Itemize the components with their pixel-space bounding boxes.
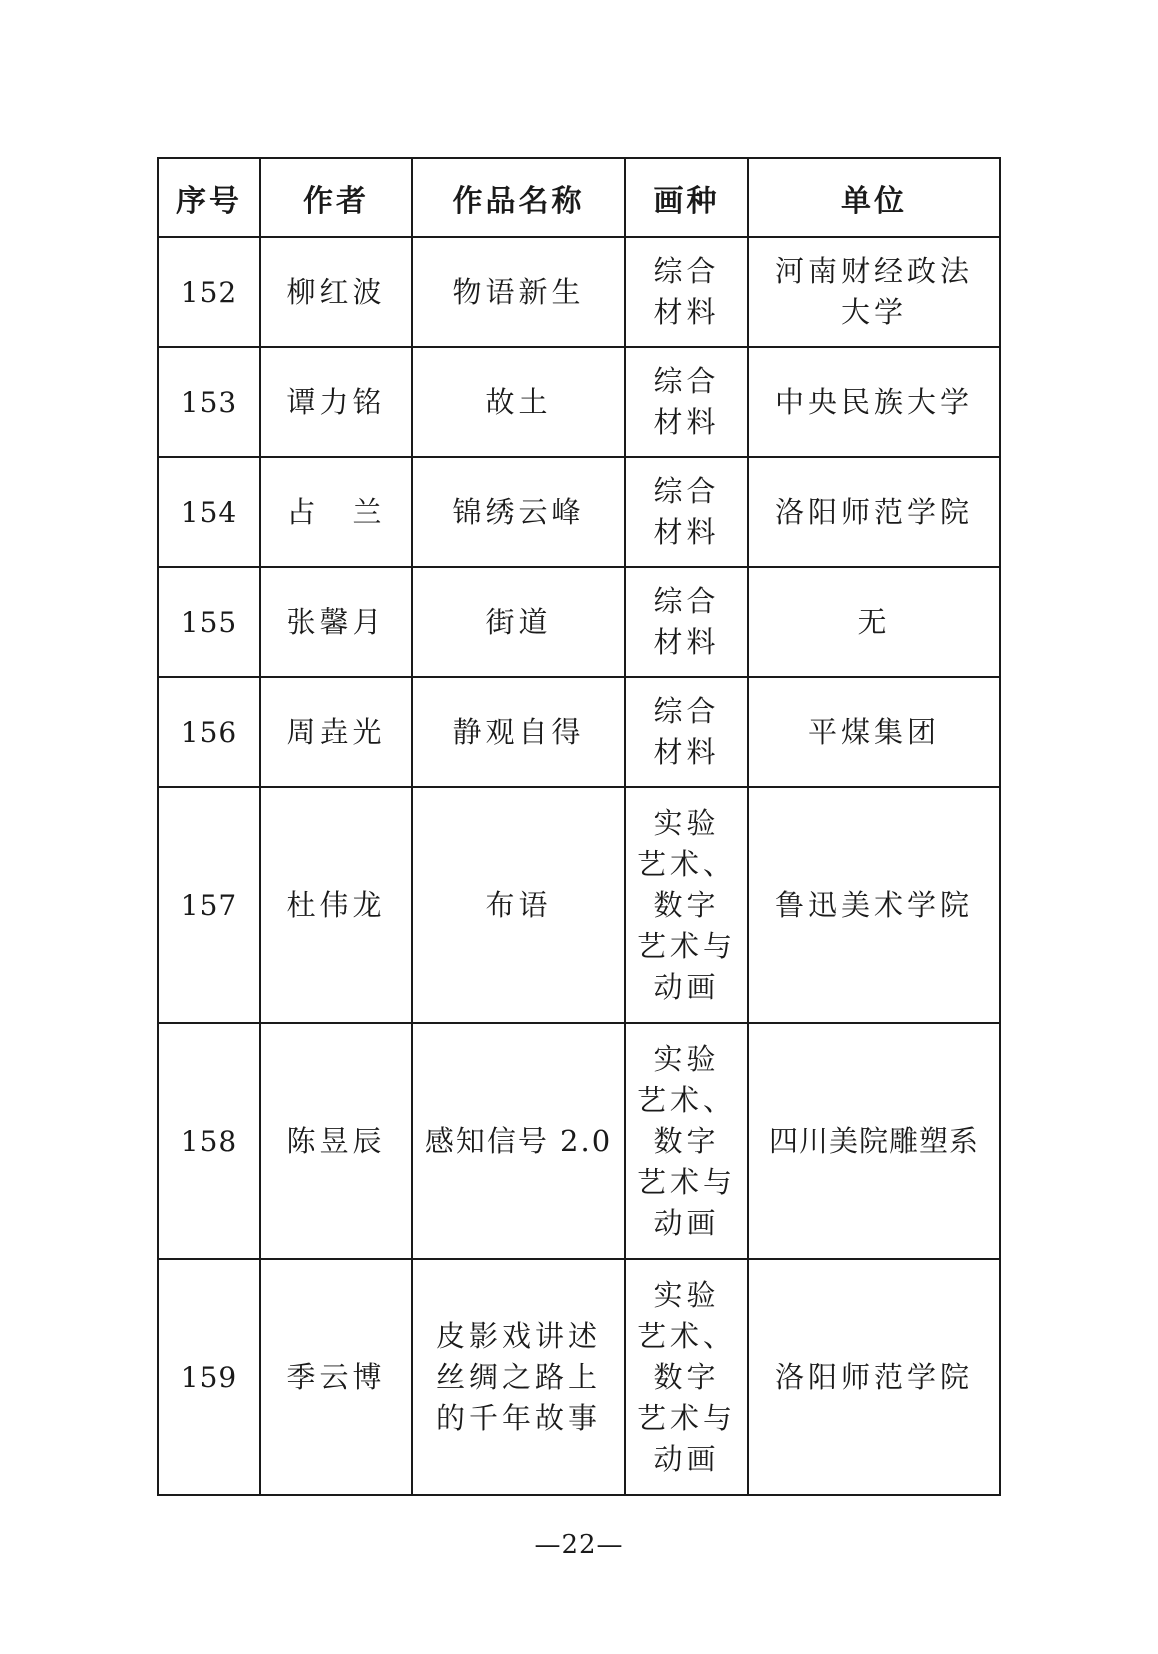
header-painting-type: 画种 — [625, 158, 748, 237]
cell-work-title — [412, 1259, 625, 1495]
table-row — [158, 677, 1000, 787]
unit-text: 平煤集团 — [807, 714, 940, 749]
table-row — [158, 347, 1000, 457]
cell-serial-number: 156 — [158, 677, 260, 787]
page-number: —22— — [534, 1530, 624, 1560]
cell-unit — [748, 1259, 1000, 1495]
cell-painting-type — [625, 237, 748, 347]
cell-painting-type — [625, 1023, 748, 1259]
cell-unit — [748, 457, 1000, 567]
painting-type-text: 综合 材料 — [653, 474, 720, 549]
cell-author: 季云博 — [260, 1259, 412, 1495]
cell-work-title — [412, 237, 625, 347]
cell-work-title — [412, 787, 625, 1023]
painting-type-text: 综合 材料 — [653, 694, 720, 769]
painting-type-text: 综合 材料 — [653, 584, 720, 659]
table-row — [158, 237, 1000, 347]
work-title-text: 布语 — [485, 887, 552, 922]
painting-type-text: 实验 艺术、 数字 艺术与 动画 — [636, 805, 736, 1004]
cell-unit — [748, 787, 1000, 1023]
cell-painting-type — [625, 347, 748, 457]
cell-work-title — [412, 567, 625, 677]
table-row — [158, 787, 1000, 1023]
cell-painting-type — [625, 1259, 748, 1495]
unit-text: 洛阳师范学院 — [774, 1359, 973, 1394]
cell-painting-type — [625, 457, 748, 567]
work-title-text: 物语新生 — [452, 274, 585, 309]
cell-unit — [748, 567, 1000, 677]
cell-unit — [748, 1023, 1000, 1259]
table-row — [158, 1259, 1000, 1495]
work-title-text: 感知信号 2.0 — [424, 1123, 613, 1158]
cell-author: 张馨月 — [260, 567, 412, 677]
table-header-row — [158, 158, 1000, 237]
cell-author: 柳红波 — [260, 237, 412, 347]
cell-author: 陈昱辰 — [260, 1023, 412, 1259]
header-work-title: 作品名称 — [412, 158, 625, 237]
cell-serial-number: 158 — [158, 1023, 260, 1259]
unit-text: 洛阳师范学院 — [774, 494, 973, 529]
cell-author: 周垚光 — [260, 677, 412, 787]
painting-type-text: 综合 材料 — [653, 364, 720, 439]
cell-author: 谭力铭 — [260, 347, 412, 457]
work-title-text: 街道 — [485, 604, 552, 639]
cell-work-title — [412, 347, 625, 457]
unit-text: 四川美院雕塑系 — [768, 1123, 979, 1158]
cell-painting-type — [625, 567, 748, 677]
cell-serial-number: 157 — [158, 787, 260, 1023]
painting-type-text: 实验 艺术、 数字 艺术与 动画 — [636, 1277, 736, 1476]
cell-serial-number: 155 — [158, 567, 260, 677]
cell-unit — [748, 237, 1000, 347]
header-unit: 单位 — [748, 158, 1000, 237]
work-title-text: 故土 — [485, 384, 552, 419]
work-title-text: 静观自得 — [452, 714, 585, 749]
unit-text: 河南财经政法 大学 — [774, 254, 973, 329]
cell-work-title — [412, 457, 625, 567]
cell-work-title — [412, 677, 625, 787]
painting-type-text: 实验 艺术、 数字 艺术与 动画 — [636, 1041, 736, 1240]
unit-text: 中央民族大学 — [774, 384, 973, 419]
cell-serial-number: 152 — [158, 237, 260, 347]
cell-serial-number: 159 — [158, 1259, 260, 1495]
cell-author: 占 兰 — [260, 457, 412, 567]
table-row — [158, 1023, 1000, 1259]
work-title-text: 锦绣云峰 — [452, 494, 585, 529]
cell-painting-type — [625, 787, 748, 1023]
cell-serial-number: 154 — [158, 457, 260, 567]
cell-unit — [748, 347, 1000, 457]
works-table — [157, 157, 1001, 1496]
header-author: 作者 — [260, 158, 412, 237]
table-row — [158, 457, 1000, 567]
cell-painting-type — [625, 677, 748, 787]
cell-author: 杜伟龙 — [260, 787, 412, 1023]
cell-unit — [748, 677, 1000, 787]
painting-type-text: 综合 材料 — [653, 254, 720, 329]
cell-work-title — [412, 1023, 625, 1259]
unit-text: 鲁迅美术学院 — [774, 887, 973, 922]
work-title-text: 皮影戏讲述 丝绸之路上 的千年故事 — [435, 1318, 601, 1435]
cell-serial-number: 153 — [158, 347, 260, 457]
table-row — [158, 567, 1000, 677]
header-serial-number: 序号 — [158, 158, 260, 237]
unit-text: 无 — [857, 604, 891, 639]
